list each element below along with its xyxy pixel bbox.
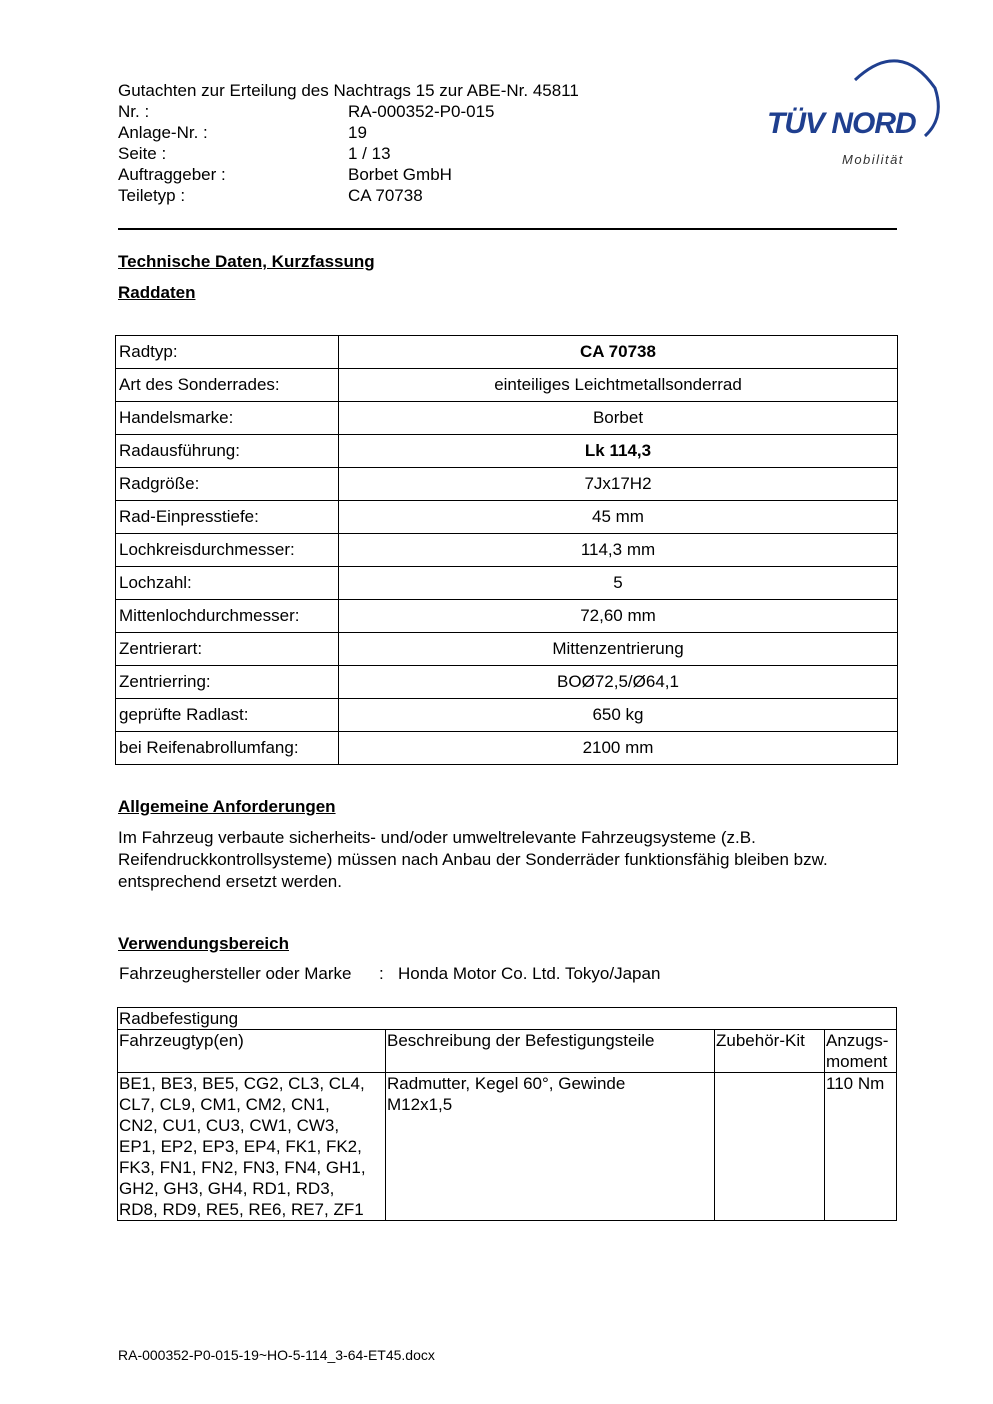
table-row: geprüfte Radlast: 650 kg: [116, 699, 898, 732]
table-row: Lochkreisdurchmesser: 114,3 mm: [116, 534, 898, 567]
kit-cell: [715, 1073, 825, 1221]
description-cell: Radmutter, Kegel 60°, Gewinde M12x1,5: [386, 1073, 715, 1221]
table-row: Radtyp: CA 70738: [116, 336, 898, 369]
table-row: [118, 1073, 897, 1221]
table-row: Zentrierart: Mittenzentrierung: [116, 633, 898, 666]
col-header-accessory-kit: Zubehör-Kit: [715, 1030, 825, 1073]
table-row: Rad-Einpresstiefe: 45 mm: [116, 501, 898, 534]
wheel-data-table: [115, 335, 898, 765]
header-row-nr: Nr. : RA-000352-P0-015: [118, 102, 495, 121]
logo-subtitle: Mobilität: [842, 152, 904, 167]
header-row-auftraggeber: Auftraggeber : Borbet GmbH: [118, 165, 452, 184]
table-row: Radausführung: Lk 114,3: [116, 435, 898, 468]
tuv-nord-logo: [760, 58, 950, 178]
manufacturer-separator: :: [379, 964, 384, 983]
report-title: Gutachten zur Erteilung des Nachtrags 15 zur ABE-Nr. 45811: [118, 81, 579, 100]
heading-technical-data: Technische Daten, Kurzfassung: [118, 252, 375, 271]
document-header: [118, 80, 678, 206]
torque-cell: 110 Nm: [825, 1073, 897, 1221]
table-header-row: [118, 1030, 897, 1073]
footer-filename: RA-000352-P0-015-19~HO-5-114_3-64-ET45.docx: [118, 1347, 435, 1363]
table-row: Radgröße: 7Jx17H2: [116, 468, 898, 501]
col-header-description: Beschreibung der Befestigungsteile: [386, 1030, 715, 1073]
fastening-table: [117, 1007, 897, 1221]
logo-brand: TÜV NORD: [767, 107, 916, 140]
fastening-title: Radbefestigung: [118, 1008, 897, 1030]
manufacturer-line: [119, 964, 660, 984]
table-row: bei Reifenabrollumfang: 2100 mm: [116, 732, 898, 765]
table-row: Zentrierring: BOØ72,5/Ø64,1: [116, 666, 898, 699]
table-row: Art des Sonderrades: einteiliges Leichtmetallsonderrad: [116, 369, 898, 402]
heading-general-requirements: Allgemeine Anforderungen: [118, 797, 336, 816]
table-row: Handelsmarke: Borbet: [116, 402, 898, 435]
header-divider: [118, 228, 897, 230]
header-row-seite: Seite : 1 / 13: [118, 144, 391, 163]
header-row-teiletyp: Teiletyp : CA 70738: [118, 186, 423, 205]
table-row: Lochzahl: 5: [116, 567, 898, 600]
table-row: Mittenlochdurchmesser: 72,60 mm: [116, 600, 898, 633]
table-title-row: [118, 1008, 897, 1030]
manufacturer-value: Honda Motor Co. Ltd. Tokyo/Japan: [398, 964, 661, 983]
col-header-vehicle-types: Fahrzeugtyp(en): [118, 1030, 386, 1073]
heading-raddaten: Raddaten: [118, 283, 196, 302]
manufacturer-label: Fahrzeughersteller oder Marke: [119, 964, 352, 983]
col-header-torque: Anzugs- moment: [825, 1030, 897, 1073]
heading-usage-area: Verwendungsbereich: [118, 934, 289, 953]
general-requirements-text: Im Fahrzeug verbaute sicherheits- und/oder umweltrelevante Fahrzeugsysteme (z.B. Reifendruckkontrollsysteme) müssen nach Anbau der Sonderräder funktionsfähig bleiben bzw. entsprechend ersetzt werden.: [118, 828, 828, 891]
vehicle-types-cell: BE1, BE3, BE5, CG2, CL3, CL4, CL7, CL9, CM1, CM2, CN1, CN2, CU1, CU3, CW1, CW3, EP1, EP2, EP3, EP4, FK1, FK2, FK3, FN1, FN2, FN3, FN4, GH1, GH2, GH3, GH4, RD1, RD3, RD8, RD9, RE5, RE6, RE7, ZF1: [118, 1073, 386, 1221]
header-row-anlage: Anlage-Nr. : 19: [118, 123, 367, 142]
